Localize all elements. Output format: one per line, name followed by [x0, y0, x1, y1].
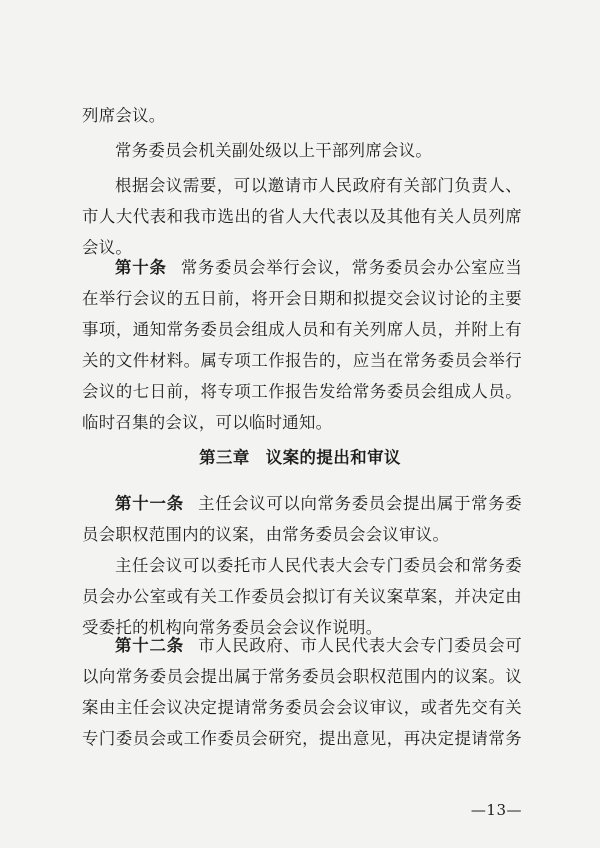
- text-line: 常务委员会机关副处级以上干部列席会议。: [115, 141, 433, 160]
- chapter-title: 议案的提出和审议: [265, 448, 401, 467]
- text-line: 员会职权范围内的议案，由常务委员会会议审议。: [82, 525, 450, 544]
- article-12-first-line: [115, 636, 522, 656]
- text-line: 关的文件材料。属专项工作报告的，应当在常务委员会举行: [82, 351, 522, 370]
- chapter-number: 第三章: [199, 448, 250, 467]
- text-line: 根据会议需要，可以邀请市人民政府有关部门负责人、: [115, 176, 522, 195]
- article-10-first-line: [115, 258, 522, 278]
- article-label: 第十条: [115, 258, 167, 277]
- text-line: 临时召集的会议，可以临时通知。: [82, 413, 333, 432]
- text-line: 案由主任会议决定提请常务委员会会议审议，或者先交有关: [82, 698, 522, 717]
- article-label: 第十一条: [115, 494, 185, 513]
- text-line: 会议。: [82, 238, 133, 257]
- article-text: 市人民政府、市人民代表大会专门委员会可: [198, 636, 522, 655]
- article-label: 第十二条: [115, 636, 185, 655]
- text-line: 在举行会议的五日前，将开会日期和拟提交会议讨论的主要: [82, 289, 522, 308]
- text-line: 事项，通知常务委员会组成人员和有关列席人员，并附上有: [82, 320, 522, 339]
- article-text: 主任会议可以向常务委员会提出属于常务委: [198, 494, 522, 513]
- text-line: 会议的七日前，将专项工作报告发给常务委员会组成人员。: [82, 382, 522, 401]
- article-11-first-line: [115, 494, 522, 514]
- text-line: 受委托的机构向常务委员会会议作说明。: [82, 618, 383, 637]
- page-number: —13—: [470, 801, 522, 819]
- text-line: 市人大代表和我市选出的省人大代表以及其他有关人员列席: [82, 207, 522, 226]
- text-line: 以向常务委员会提出属于常务委员会职权范围内的议案。议: [82, 667, 522, 686]
- chapter-heading: [0, 448, 600, 468]
- text-line: 主任会议可以委托市人民代表大会专门委员会和常务委: [115, 556, 522, 575]
- text-line: 列席会议。: [82, 106, 166, 125]
- text-line: 专门委员会或工作委员会研究，提出意见，再决定提请常务: [82, 729, 522, 748]
- article-text: 常务委员会举行会议，常务委员会办公室应当: [180, 258, 523, 277]
- text-line: 员会办公室或有关工作委员会拟订有关议案草案，并决定由: [82, 587, 522, 606]
